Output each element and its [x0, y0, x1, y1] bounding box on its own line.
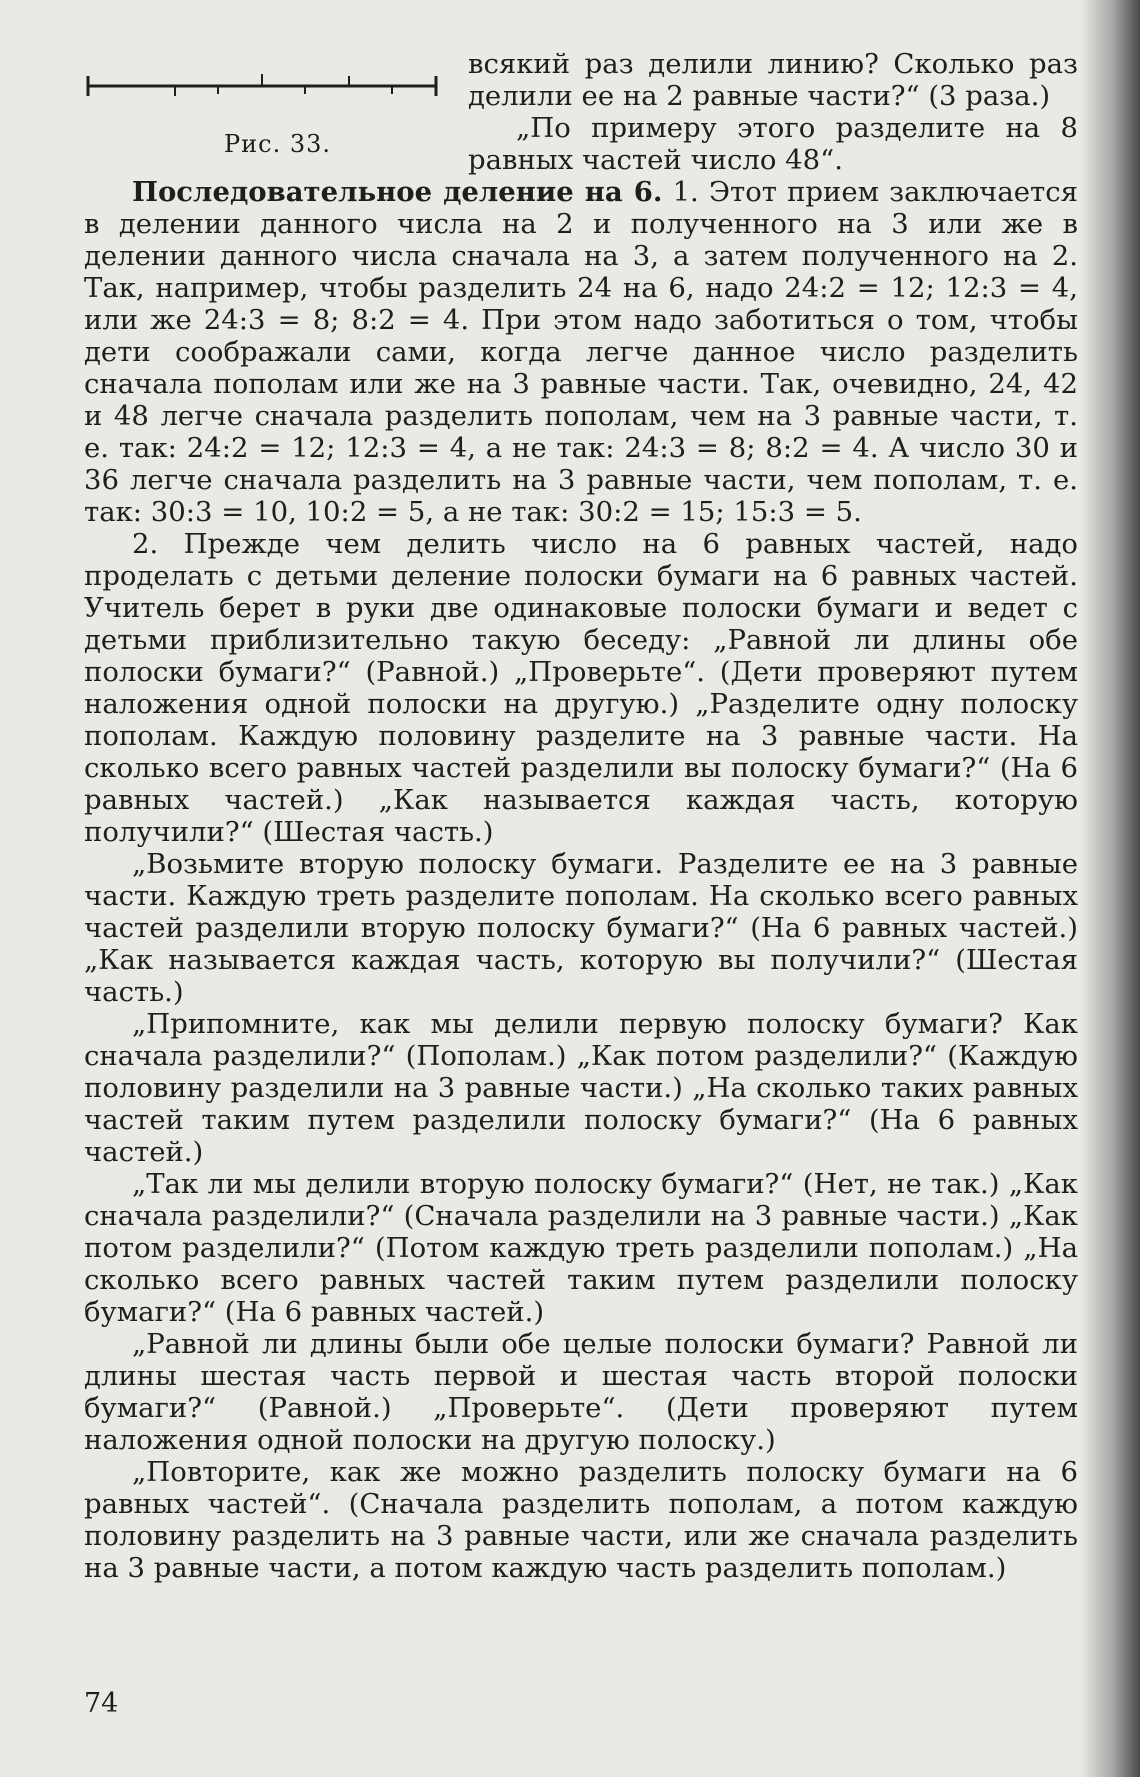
section-paragraph-1 — [84, 176, 1078, 528]
paragraph-2: 2. Прежде чем делить число на 6 равных частей, надо проделать с детьми деление полоски бумаги на 6 равных частей. Учитель берет в руки две одинаковые полоски бумаги и ведет с детьми приблизительно такую беседу: „Равной ли длины обе полоски бумаги?“ (Равной.) „Проверьте“. (Дети проверяют путем наложения одной полоски на другую.) „Разделите одну полоску пополам. Каждую половину разделите на 3 равные части. На сколько всего равных частей разделили вы полоску бумаги?“ (На 6 равных частей.) „Как называется каждая часть, которую получили?“ (Шестая часть.) — [84, 528, 1078, 848]
divided-line-diagram — [84, 66, 444, 106]
section-paragraph-1-text: 1. Этот прием заключается в делении данного числа на 2 и полученного на 3 или же в делении данного числа сначала на 3, а затем полученного на 2. Так, например, чтобы разделить 24 на 6, надо 24:2 = 12; 12:3 = 4, или же 24:3 = 8; 8:2 = 4. При этом надо заботиться о том, чтобы дети соображали сами, когда легче данное число разделить сначала пополам или же на 3 равные части. Так, очевидно, 24, 42 и 48 легче сначала разделить пополам, чем на 3 равные части, т. е. так: 24:2 = 12; 12:3 = 4, а не так: 24:3 = 8; 8:2 = 4. А число 30 и 36 легче сначала разделить на 3 равные части, чем пополам, т. е. так: 30:3 = 10, 10:2 = 5, а не так: 30:2 = 15; 15:3 = 5. — [84, 176, 1078, 528]
book-page — [84, 48, 1078, 1584]
top-text-line-1: всякий раз делили линию? Сколько раз делили ее на 2 равные части?“ (3 раза.) — [468, 48, 1078, 112]
paragraph-4: „Припомните, как мы делили первую полоску бумаги? Как сначала разделили?“ (Пополам.) „Как потом разделили?“ (Каждую половину разделили на 3 равные части.) „На сколько таких равных частей таким путем разделили полоску бумаги?“ (На 6 равных частей.) — [84, 1008, 1078, 1168]
top-block — [84, 48, 1078, 176]
paragraph-5: „Так ли мы делили вторую полоску бумаги?“ (Нет, не так.) „Как сначала разделили?“ (Сначала разделили на 3 равные части.) „Как потом разделили?“ (Потом каждую треть разделили пополам.) „На сколько всего равных частей таким путем разделили полоску бумаги?“ (На 6 равных частей.) — [84, 1168, 1078, 1328]
top-text-line-2: „По примеру этого разделите на 8 равных частей число 48“. — [468, 112, 1078, 176]
page-edge-shadow — [1080, 0, 1140, 1777]
figure-33 — [84, 48, 464, 176]
paragraph-7: „Повторите, как же можно разделить полоску бумаги на 6 равных частей“. (Сначала разделить пополам, а потом каждую половину разделить на 3 равные части, или же сначала разделить на 3 равные части, а потом каждую часть разделить пополам.) — [84, 1456, 1078, 1584]
paragraph-3: „Возьмите вторую полоску бумаги. Разделите ее на 3 равные части. Каждую треть разделите пополам. На сколько всего равных частей разделили вторую полоску бумаги?“ (На 6 равных частей.) „Как называется каждая часть, которую вы получили?“ (Шестая часть.) — [84, 848, 1078, 1008]
section-title: Последовательное деление на 6. — [132, 176, 663, 208]
top-text — [468, 48, 1078, 176]
page-number: 74 — [84, 1688, 119, 1719]
figure-caption: Рис. 33. — [224, 130, 332, 158]
paragraph-6: „Равной ли длины были обе целые полоски бумаги? Равной ли длины шестая часть первой и шестая часть второй полоски бумаги?“ (Равной.) „Проверьте“. (Дети проверяют путем наложения одной полоски на другую полоску.) — [84, 1328, 1078, 1456]
